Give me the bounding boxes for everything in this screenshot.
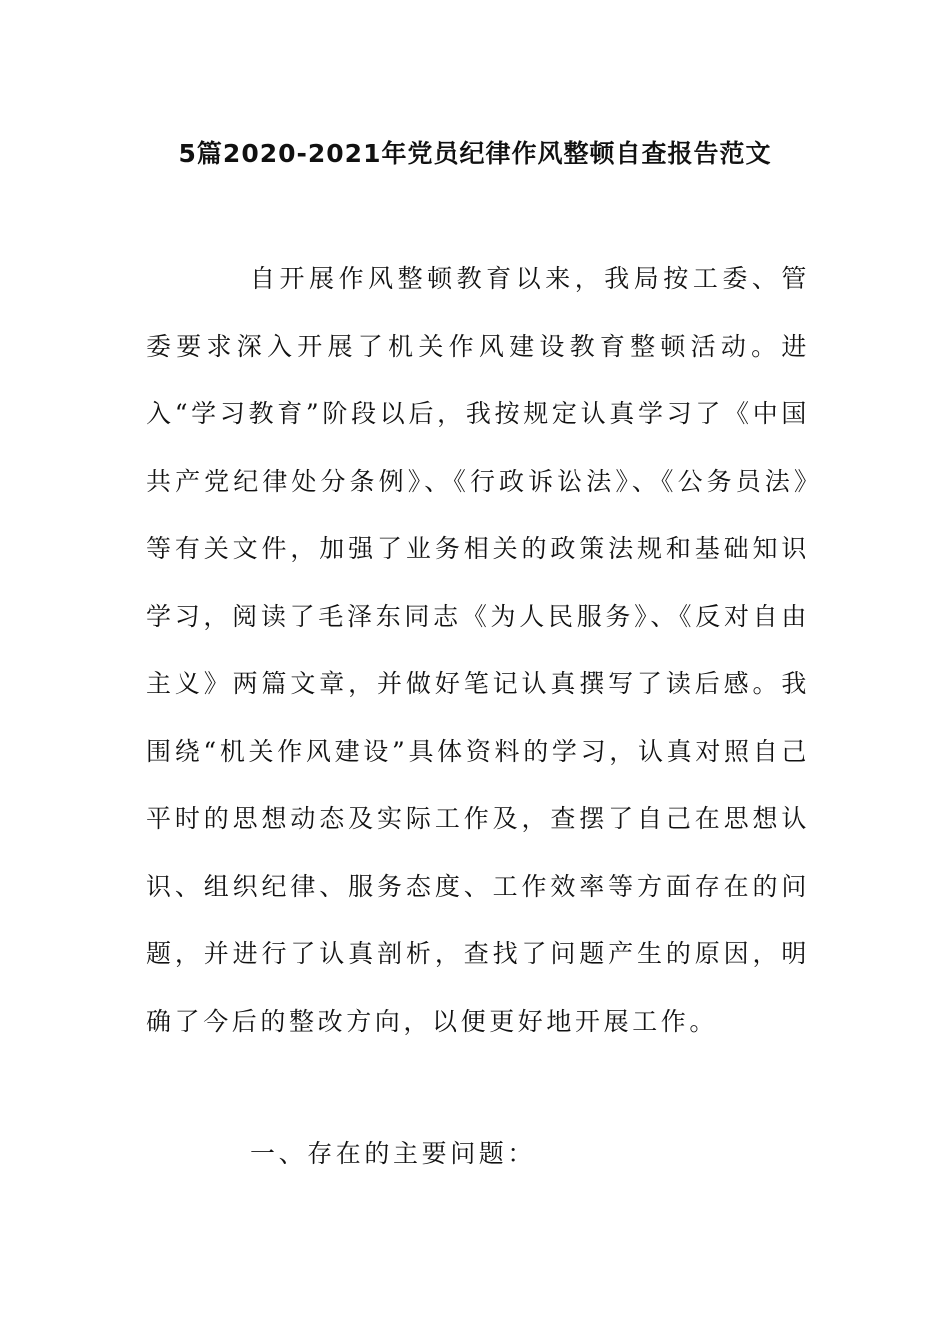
document-title: 5篇2020-2021年党员纪律作风整顿自查报告范文 — [178, 139, 772, 168]
section-heading: 一、存在的主要问题： — [250, 1139, 537, 1168]
intro-paragraph: 自开展作风整顿教育以来，我局按工委、管委要求深入开展了机关作风建设教育整顿活动。进入“学习教育”阶段以后，我按规定认真学习了《中国共产党纪律处分条例》、《行政诉讼法》、《公务员法》等有关文件，加强了业务相关的政策法规和基础知识学习，阅读了毛泽东同志《为人民服务》、《反对自由主义》两篇文章，并做好笔记认真撰写了读后感。我围绕“机关作风建设”具体资料的学习，认真对照自己平时的思想动态及实际工作及，查摆了自己在思想认识、组织纪律、服务态度、工作效率等方面存在的问题，并进行了认真剖析，查找了问题产生的原因，明确了今后的整改方向，以便更好地开展工作。 — [146, 264, 810, 1036]
